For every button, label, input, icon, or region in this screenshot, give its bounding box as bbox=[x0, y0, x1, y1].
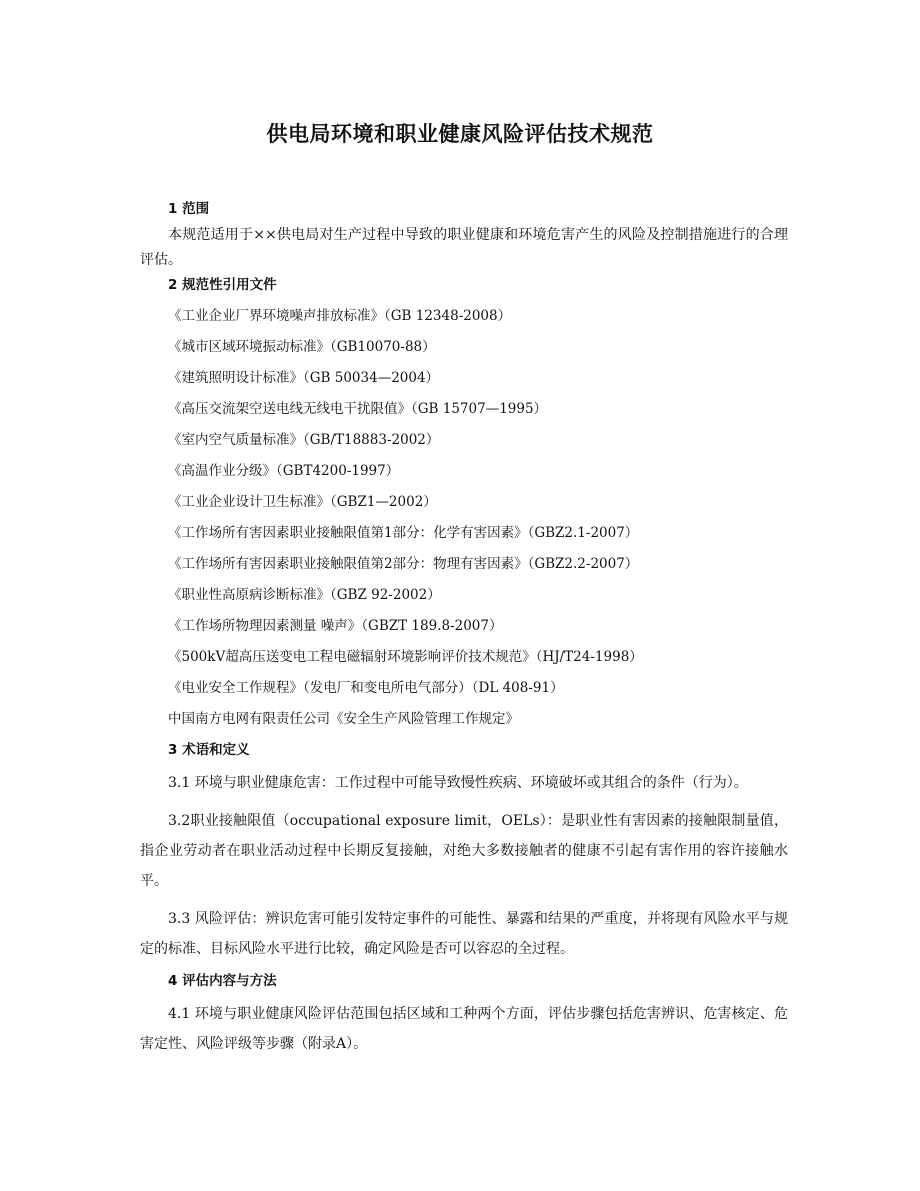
document-body bbox=[140, 198, 788, 1067]
reference-item: 《室内空气质量标准》（GB/T18883-2002） bbox=[168, 432, 440, 448]
section-3-2-text: 3.2职业接触限值（occupational exposure limit，OELs）：是职业性有害因素的接触限制量值，指企业劳动者在职业活动过程中长期反复接触，对绝大多数接触者的健康不引起有害作用的容许接触水平。 bbox=[140, 813, 788, 889]
section-3-heading: 3 术语和定义 bbox=[168, 742, 250, 758]
reference-item: 《城市区域环境振动标准》（GB10070-88） bbox=[168, 339, 436, 355]
reference-item: 《高温作业分级》（GBT4200-1997） bbox=[168, 463, 400, 479]
document-title: 供电局环境和职业健康风险评估技术规范 bbox=[266, 122, 654, 146]
reference-item: 《职业性高原病诊断标准》（GBZ 92-2002） bbox=[168, 587, 441, 603]
reference-item: 《工作场所有害因素职业接触限值第2部分：物理有害因素》（GBZ2.2-2007） bbox=[168, 556, 639, 572]
reference-item: 《500kV超高压送变电工程电磁辐射环境影响评价技术规范》（HJ/T24-1998） bbox=[168, 649, 643, 665]
reference-item: 《工业企业设计卫生标准》（GBZ1—2002） bbox=[168, 494, 437, 510]
section-1-heading: 1 范围 bbox=[168, 201, 210, 217]
reference-item: 《工作场所有害因素职业接触限值第1部分：化学有害因素》（GBZ2.1-2007） bbox=[168, 525, 639, 541]
reference-item: 《高压交流架空送电线无线电干扰限值》（GB 15707—1995） bbox=[168, 401, 548, 417]
reference-item: 《电业安全工作规程》（发电厂和变电所电气部分）（DL 408-91） bbox=[168, 680, 564, 696]
reference-item: 《建筑照明设计标准》（GB 50034—2004） bbox=[168, 370, 440, 386]
section-4-1-text: 4.1 环境与职业健康风险评估范围包括区域和工种两个方面，评估步骤包括危害辨识、危害核定、危害定性、风险评级等步骤（附录A）。 bbox=[140, 1006, 788, 1052]
section-2-heading: 2 规范性引用文件 bbox=[168, 277, 277, 293]
reference-list bbox=[140, 305, 788, 739]
section-3-3-text: 3.3 风险评估：辨识危害可能引发特定事件的可能性、暴露和结果的严重度，并将现有风险水平与规定的标准、目标风险水平进行比较，确定风险是否可以容忍的全过程。 bbox=[140, 911, 788, 957]
section-4-heading: 4 评估内容与方法 bbox=[168, 973, 277, 989]
section-3-1-text: 3.1 环境与职业健康危害：工作过程中可能导致慢性疾病、环境破坏或其组合的条件（行为）。 bbox=[168, 775, 748, 791]
section-1-text: 本规范适用于××供电局对生产过程中导致的职业健康和环境危害产生的风险及控制措施进行的合理评估。 bbox=[140, 227, 788, 268]
reference-item: 《工作场所物理因素测量 噪声》（GBZT 189.8-2007） bbox=[168, 618, 503, 634]
reference-item: 中国南方电网有限责任公司《安全生产风险管理工作规定》 bbox=[168, 711, 519, 727]
reference-item: 《工业企业厂界环境噪声排放标准》（GB 12348-2008） bbox=[168, 308, 512, 324]
